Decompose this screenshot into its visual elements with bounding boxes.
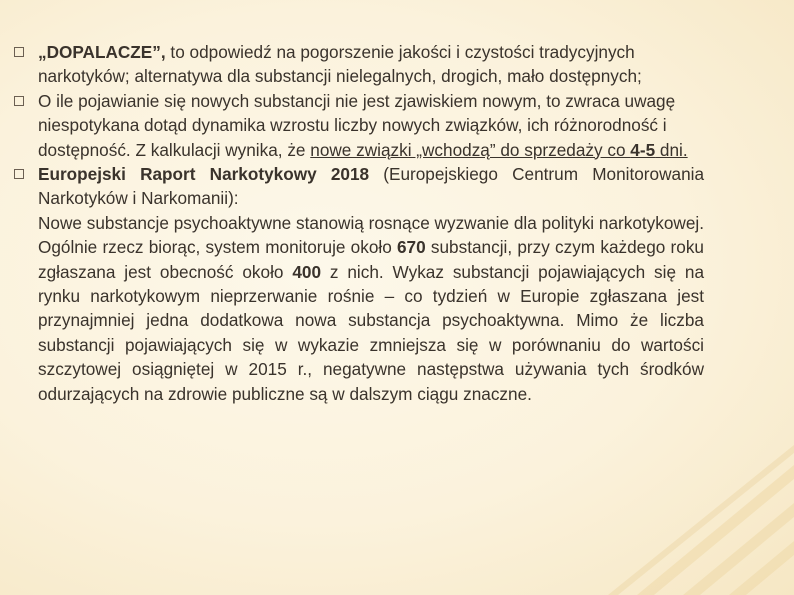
bold-number: 670: [397, 237, 426, 258]
corner-stripes-decoration: [534, 445, 794, 595]
report-title: Europejski Raport Narkotykowy 2018: [38, 164, 370, 185]
term-dopalacze: „DOPALACZE”,: [38, 42, 166, 62]
bullet-item-new-substances: [14, 89, 704, 162]
bullet-item-dopalacze: [14, 40, 704, 89]
underlined-bold-number: 4-5: [630, 139, 656, 160]
bullet-text: O ile pojawianie się nowych substancji nie jest zjawiskiem nowym, to zwraca uwagę niespotykana dotąd dynamika wzrostu liczby nowych związków, ich różnorodność i dostępność. Z kalkulacji wynika, że: [38, 90, 676, 160]
bullet-text: to odpowiedź na pogorszenie jakości i czystości tradycyjnych narkotyków; alternatywa dla substancji nielegalnych, drogich, mało dostępnych;: [38, 42, 642, 87]
square-bullet-icon: [14, 96, 24, 106]
underlined-text: nowe związki „wchodzą” do sprzedaży co: [310, 139, 631, 160]
bullet-item-report: [14, 162, 704, 211]
square-bullet-icon: [14, 47, 24, 57]
slide-content: [14, 40, 704, 406]
bullet-text: (Europejskiego Centrum Monitorowania Narkotyków i Narkomanii):: [38, 164, 704, 209]
report-quote-paragraph: [14, 211, 704, 406]
paragraph-text: z nich. Wykaz substancji pojawiających się na rynku narkotykowym nieprzerwanie rośnie – co tydzień w Europie zgłaszana jest przynajmniej jedna dodatkowa nowa substancja psychoaktywna. Mimo że liczba substancji pojawiających się w wykazie zmniejsza się w porównaniu do wartości szczytowej osiągniętej w 2015 r., negatywne następstwa używania tych środków odurzających na zdrowie publiczne są w dalszym ciągu znaczne.: [38, 261, 704, 404]
paragraph-text: substancji, przy czym każdego roku zgłaszana jest obecność około: [38, 237, 704, 282]
square-bullet-icon: [14, 169, 24, 179]
bold-number: 400: [292, 261, 322, 282]
underlined-text: dni.: [655, 139, 688, 160]
paragraph-text: Nowe substancje psychoaktywne stanowią rosnące wyzwanie dla polityki narkotykowej. Ogólnie rzecz biorąc, system monitoruje około: [38, 212, 704, 258]
